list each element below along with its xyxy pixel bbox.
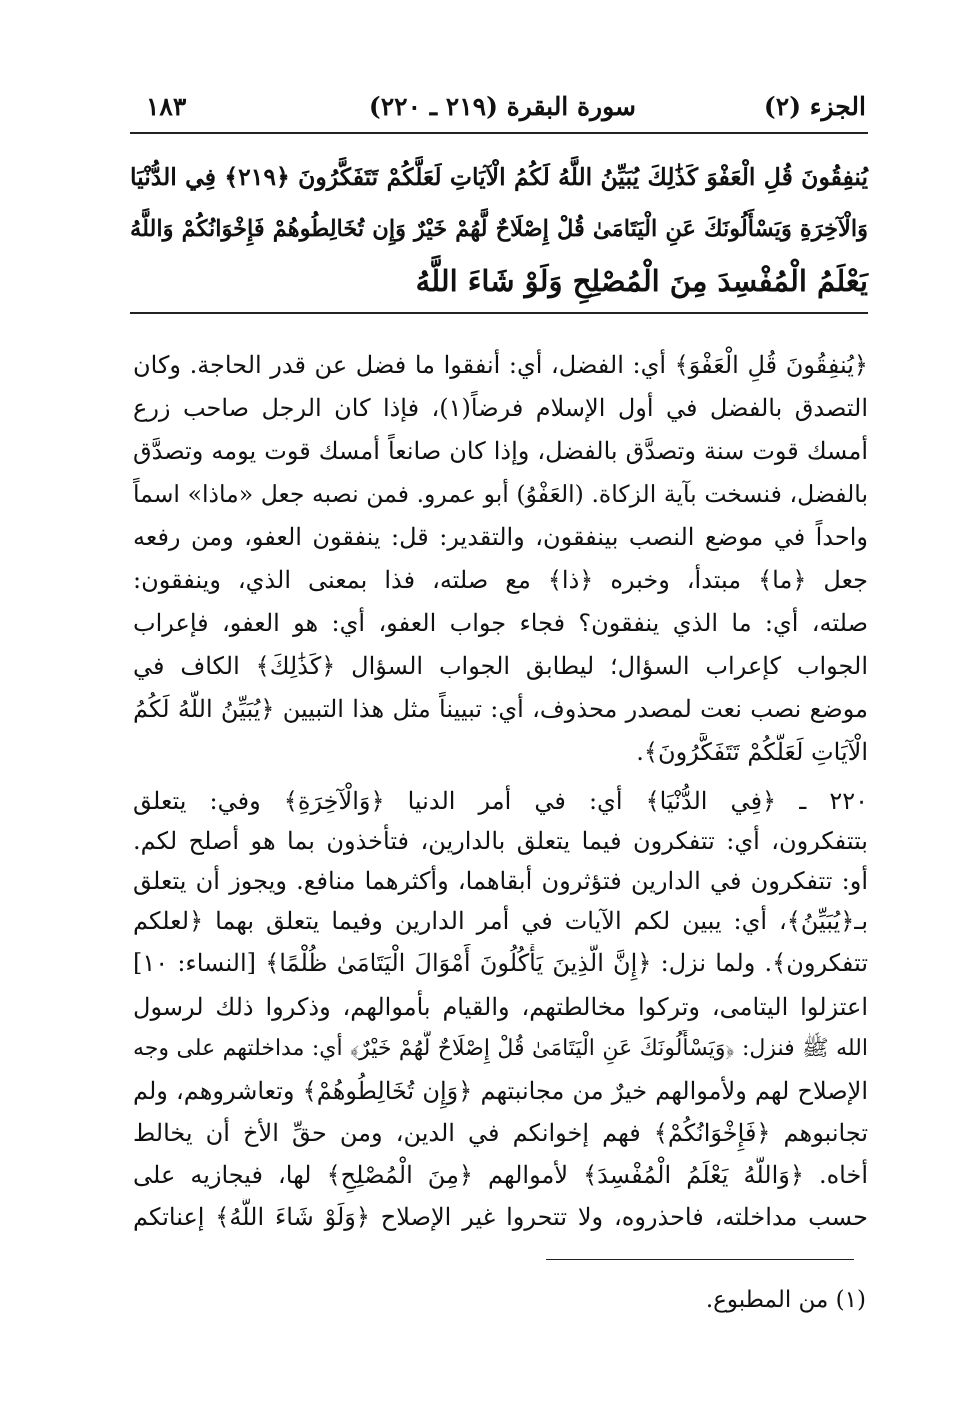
commentary-line: بتتفكرون، أي: تتفكرون فيما يتعلق بالدارين، فتأخذون بما هو أصلح لكم. <box>133 827 868 855</box>
commentary-line: اعتزلوا اليتامى، وتركوا مخالطتهم، والقيام بأموالهم، وذكروا ذلك لرسول <box>133 993 868 1021</box>
commentary-line: صلته، أي: ما الذي ينفقون؟ فجاء جواب العفو، أي: هو العفو، فإعراب <box>133 609 868 637</box>
verse-line: يَعْلَمُ الْمُفْسِدَ مِنَ الْمُصْلِحِ وَلَوْ شَاءَ اللَّهُ <box>415 264 868 298</box>
commentary-line: تجانبوهم ﴿فَإِخْوَانُكُمْ﴾ فهم إخوانكم في الدين، ومن حقِّ الأخ أن يخالط <box>133 1119 868 1147</box>
verse-rule <box>130 312 868 314</box>
commentary-line: ٢٢٠ ـ ﴿فِي الدُّنْيَا﴾ أي: في أمر الدنيا ﴿وَالْآخِرَةِ﴾ وفي: يتعلق <box>133 787 868 815</box>
commentary-line: الإصلاح لهم ولأموالهم خيرٌ من مجانبتهم ﴿وَإِن تُخَالِطُوهُمْ﴾ وتعاشروهم، ولم <box>133 1077 868 1105</box>
commentary-line: أمسك قوت سنة وتصدَّق بالفضل، وإذا كان صانعاً أمسك قوت يومه وتصدَّق <box>133 437 868 465</box>
verse-line: وَالْآخِرَةِ وَيَسْأَلُونَكَ عَنِ الْيَتَامَىٰ قُلْ إِصْلَاحٌ لَّهُمْ خَيْرٌ وَإِن تُخَالِطُوهُمْ فَإِخْوَانُكُمْ وَاللَّهُ <box>130 216 868 242</box>
commentary-line: ﴿يُنفِقُونَ قُلِ الْعَفْوَ﴾ أي: الفضل، أي: أنفقوا ما فضل عن قدر الحاجة. وكان <box>133 351 868 379</box>
commentary-line: جعل ﴿ما﴾ مبتدأ، وخبره ﴿ذا﴾ مع صلته، فذا بمعنى الذي، وينفقون: <box>133 566 868 594</box>
page-header <box>146 86 866 130</box>
commentary-line: بـ﴿يُبَيِّنُ﴾، أي: يبين لكم الآيات في أمر الدارين وفيما يتعلق بهما ﴿لعلكم <box>133 907 868 935</box>
commentary-line: الجواب كإعراب السؤال؛ ليطابق الجواب السؤال ﴿كَذَٰلِكَ﴾ الكاف في <box>133 652 868 680</box>
commentary-line: أو: تتفكرون في الدارين فتؤثرون أبقاهما، وأكثرهما منافع. ويجوز أن يتعلق <box>133 867 868 895</box>
juz-label: الجزء (٢) <box>763 92 866 121</box>
commentary-line: بالفضل، فنسخت بآية الزكاة. (العَفْوُ) أبو عمرو. فمن نصبه جعل «ماذا» اسماً <box>133 480 868 508</box>
commentary-line: حسب مداخلته، فاحذروه، ولا تتحروا غير الإصلاح ﴿وَلَوْ شَاءَ اللَّهُ﴾ إعناتكم <box>133 1203 868 1231</box>
footnote: (١) من المطبوع. <box>705 1287 866 1313</box>
footnote-rule <box>546 1259 854 1260</box>
commentary-line: موضع نصب نعت لمصدر محذوف، أي: تبييناً مثل هذا التبيين ﴿يُبَيِّنُ اللَّهُ لَكُمُ <box>133 695 868 723</box>
commentary-line: أخاه. ﴿وَاللَّهُ يَعْلَمُ الْمُفْسِدَ﴾ لأموالهم ﴿مِنَ الْمُصْلِحِ﴾ لها، فيجازيه على <box>133 1161 868 1189</box>
verse-line: يُنفِقُونَ قُلِ الْعَفْوَ كَذَٰلِكَ يُبَيِّنُ اللَّهُ لَكُمُ الْآيَاتِ لَعَلَّكُمْ تَتَفَكَّرُونَ ﴿٢١٩﴾ فِي الدُّنْيَا <box>130 163 868 191</box>
commentary-line: الله ﷺ فنزل: ﴿وَيَسْأَلُونَكَ عَنِ الْيَتَامَىٰ قُلْ إِصْلَاحٌ لَّهُمْ خَيْرٌ﴾ أي: مداخلتهم على وجه <box>133 1036 868 1061</box>
commentary-line: التصدق بالفضل في أول الإسلام فرضاً(١)، فإذا كان الرجل صاحب زرع <box>133 394 868 422</box>
commentary-line: تتفكرون﴾. ولما نزل: ﴿إِنَّ الَّذِينَ يَأْكُلُونَ أَمْوَالَ الْيَتَامَىٰ ظُلْمًا﴾ [النساء: ١٠] <box>133 949 868 977</box>
page-number: ١٨٣ <box>146 92 187 121</box>
commentary-line: واحداً في موضع النصب بينفقون، والتقدير: قل: ينفقون العفو، ومن رفعه <box>133 523 868 551</box>
header-rule <box>130 132 868 134</box>
commentary-line: الْآيَاتِ لَعَلَّكُمْ تَتَفَكَّرُونَ﴾. <box>636 738 868 766</box>
surah-title: سورة البقرة (٢١٩ ـ ٢٢٠) <box>368 92 636 121</box>
